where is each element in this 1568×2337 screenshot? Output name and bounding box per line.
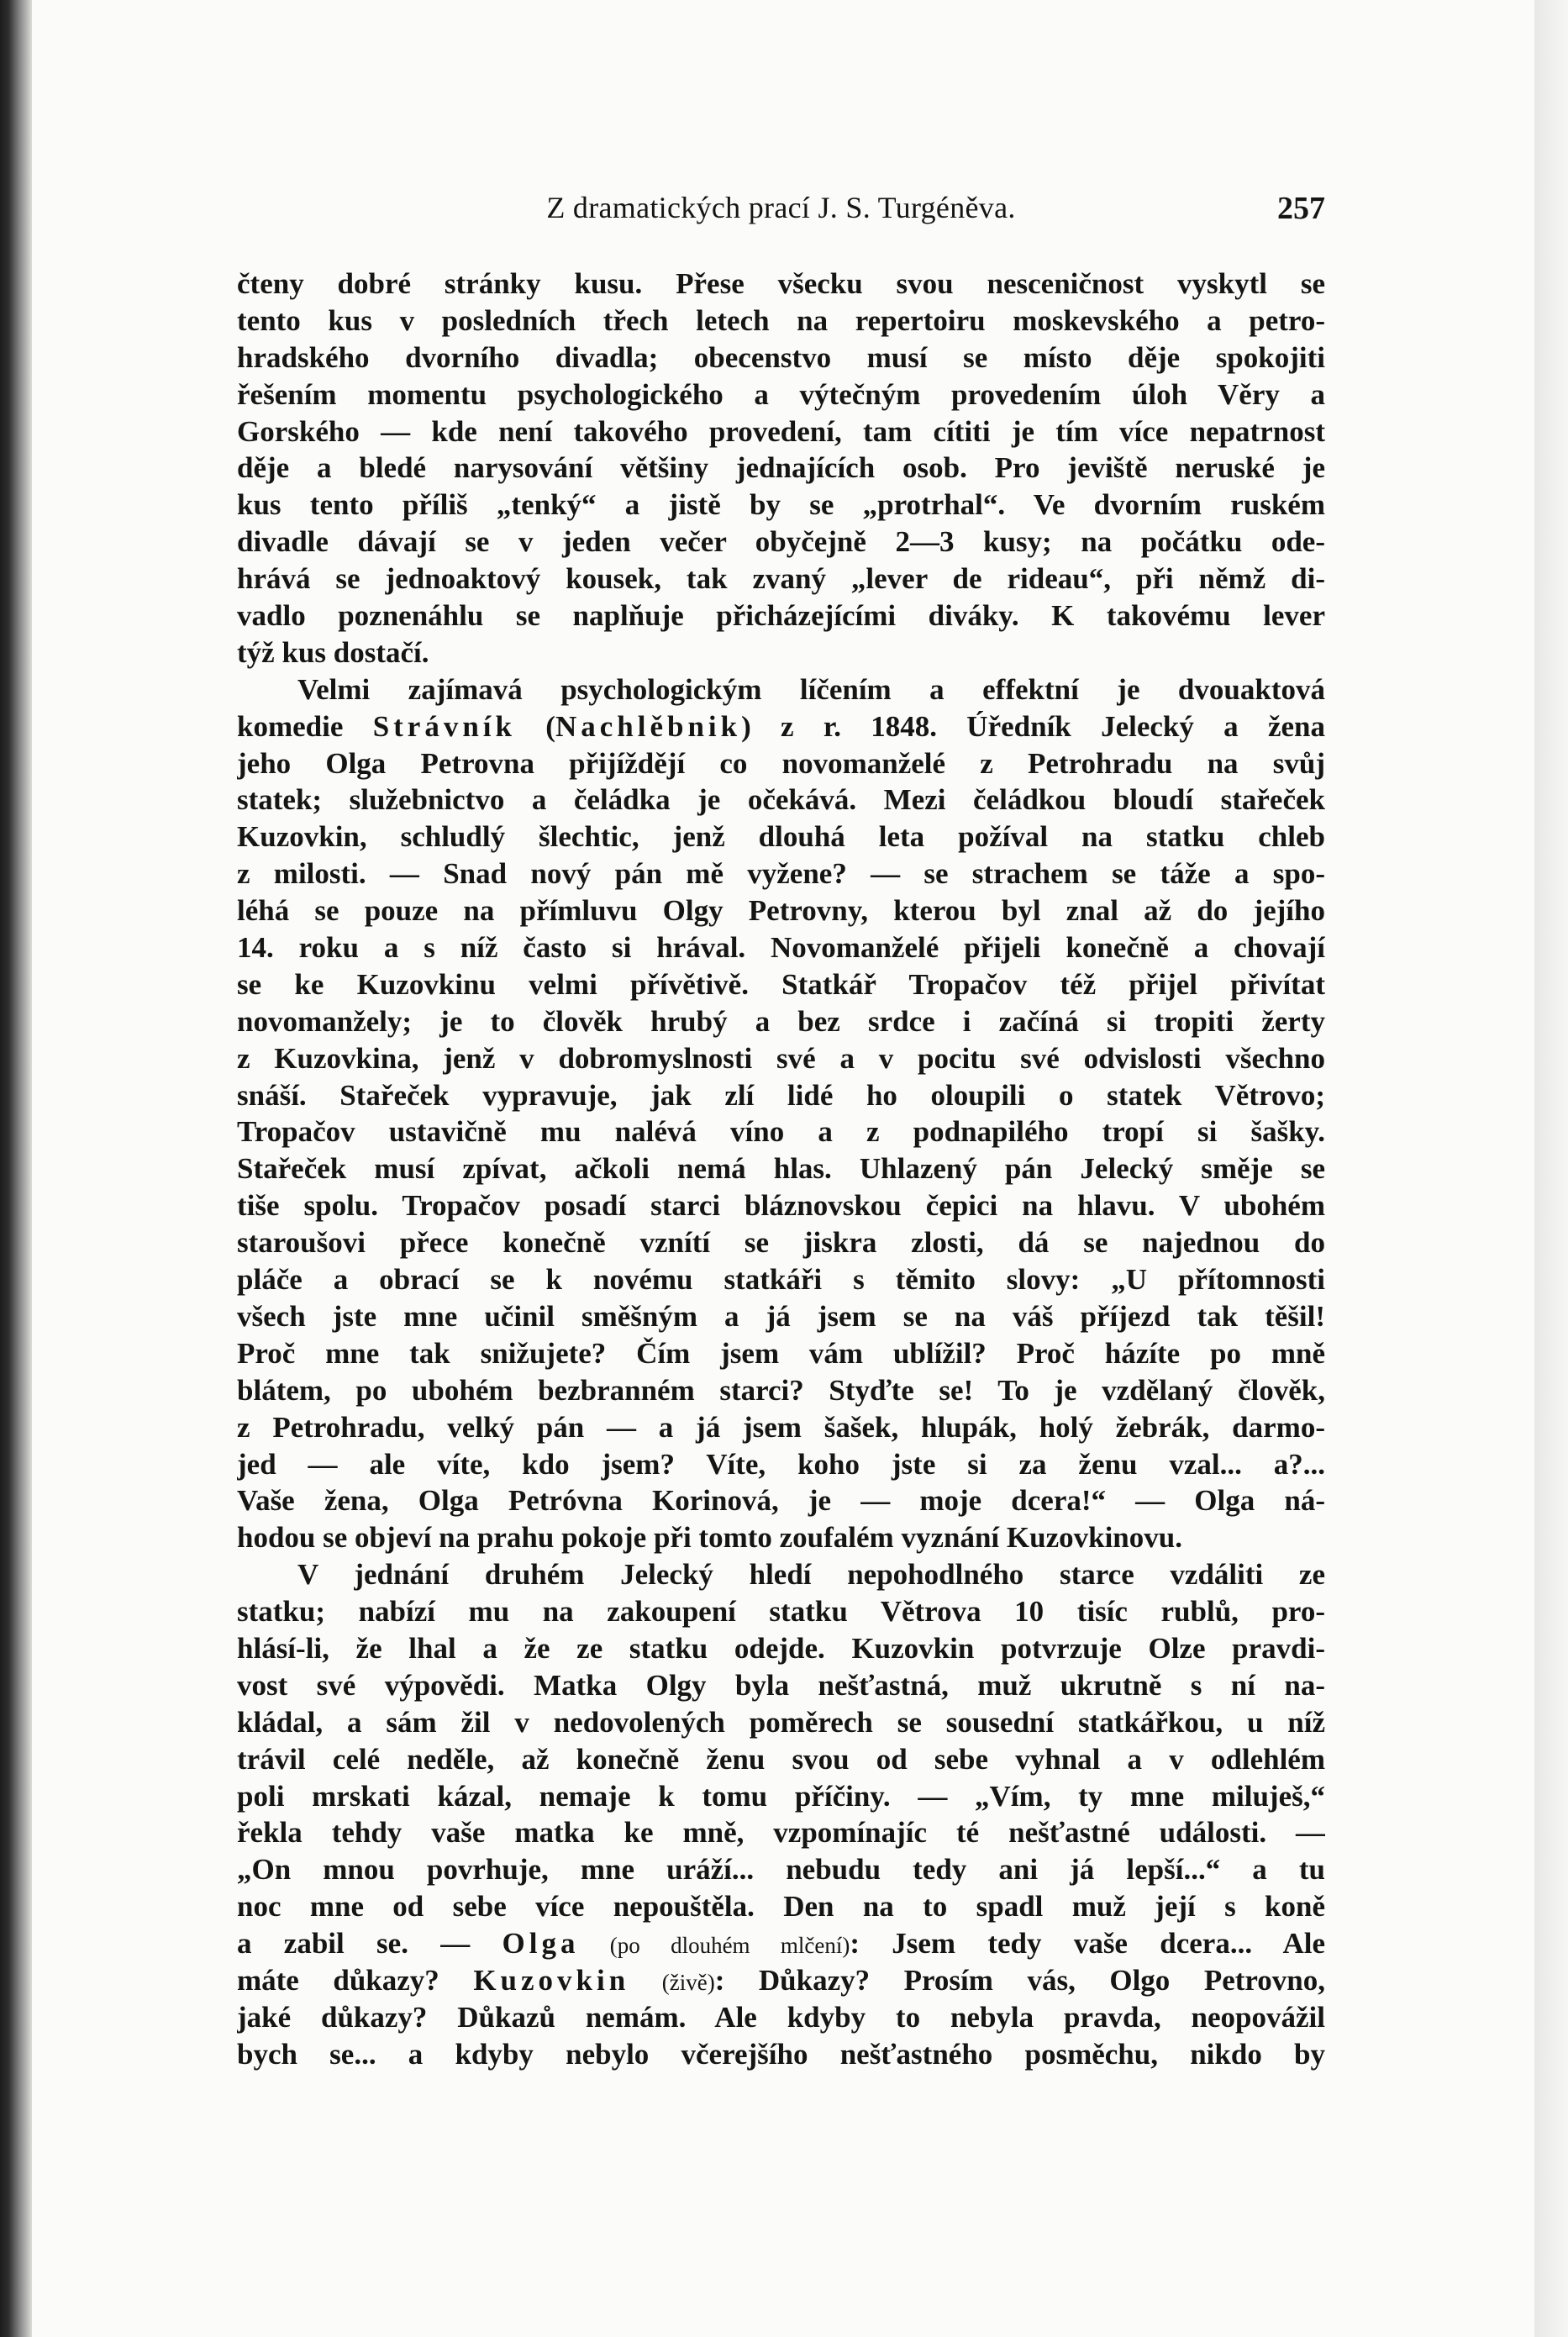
text-line: všech jste mne učinil směšným a já jsem se na váš příjezd tak těšil! <box>237 1299 1325 1333</box>
text-segment: máte důkazy? <box>237 1963 474 1997</box>
text-line: Kuzovkin, schludlý šlechtic, jenž dlouhá leta požíval na statku chleb <box>237 820 1325 854</box>
stage-direction: (po dlouhém mlčení) <box>579 1933 850 1959</box>
text-line: Proč mne tak snižujete? Čím jsem vám ublížil? Proč házíte po mně <box>237 1336 1325 1370</box>
text-line <box>237 1962 1325 1999</box>
text-line: jeho Olga Petrovna přijíždějí co novomanželé z Petrohradu na svůj <box>237 746 1325 780</box>
text-line: poli mrskati kázal, nemaje k tomu příčiny. — „Vím, ty mne miluješ,“ <box>237 1779 1325 1813</box>
text-line: statku; nabízí mu na zakoupení statku Větrova 10 tisíc rublů, pro- <box>237 1595 1325 1629</box>
text-line: jaké důkazy? Důkazů nemám. Ale kdyby to nebyla pravda, neopovážil <box>237 2000 1325 2034</box>
text-line: divadle dávají se v jeden večer obyčejně 2—3 kusy; na počátku ode- <box>237 525 1325 559</box>
text-line: Gorského — kde není takového provedení, tam cítiti je tím více nepatrnost <box>237 414 1325 448</box>
running-head <box>237 190 1325 234</box>
text-line: jed — ale víte, kdo jsem? Víte, koho jste si za ženu vzal... a?... <box>237 1447 1325 1481</box>
binding-shadow <box>0 0 32 2337</box>
text-line: z milosti. — Snad nový pán mě vyžene? — se strachem se táže a spo- <box>237 857 1325 891</box>
text-line: novomanžely; je to člověk hrubý a bez srdce i začíná si tropiti žerty <box>237 1004 1325 1038</box>
text-segment: : Jsem tedy vaše dcera... Ale <box>850 1927 1325 1961</box>
play-title-original: Nachlěbnik <box>555 709 742 743</box>
text-line: vadlo poznenáhlu se naplňuje přicházejícími diváky. K takovému lever <box>237 599 1325 633</box>
play-title: Strávník <box>372 709 516 743</box>
text-line: Velmi zajímavá psychologickým líčením a effektní je dvouaktová <box>297 672 1325 706</box>
body-text <box>237 266 1325 2073</box>
text-line: řekla tehdy vaše matka ke mně, vzpomínajíc té nešťastné události. — <box>237 1816 1325 1850</box>
text-line: „On mnou povrhuje, mne uráží... nebudu tedy ani já lepší...“ a tu <box>237 1853 1325 1887</box>
text-segment: ) z r. 1848. Úředník Jelecký a žena <box>741 709 1325 743</box>
text-segment: ( <box>516 709 555 743</box>
text-line: řešením momentu psychologického a výtečným provedením úloh Věry a <box>237 377 1325 411</box>
text-line: Stařeček musí zpívat, ačkoli nemá hlas. Uhlazený pán Jelecký směje se <box>237 1152 1325 1186</box>
text-line: Tropačov ustavičně mu nalévá víno a z podnapilého tropí si šašky. <box>237 1115 1325 1149</box>
text-line: kládal, a sám žil v nedovolených poměrech se sousední statkářkou, u níž <box>237 1705 1325 1739</box>
text-line: trávil celé neděle, až konečně ženu svou od sebe vyhnal a v odlehlém <box>237 1742 1325 1776</box>
text-line: V jednání druhém Jelecký hledí nepohodlného starce vzdáliti ze <box>297 1558 1325 1592</box>
text-segment: : Důkazy? Prosím vás, Olgo Petrovno, <box>714 1963 1325 1997</box>
speaker-name: Kuzovkin <box>473 1963 630 1997</box>
running-title: Z dramatických prací J. S. Turgéněva. <box>546 191 1016 224</box>
text-line: z Kuzovkina, jenž v dobromyslnosti své a v pocitu své odvislosti všechno <box>237 1041 1325 1075</box>
text-line: hodou se objeví na prahu pokoje při tomto zoufalém vyznání Kuzovkinovu. <box>237 1521 1182 1555</box>
text-line: hradského dvorního divadla; obecenstvo musí se místo děje spokojiti <box>237 340 1325 374</box>
text-line: čteny dobré stránky kusu. Přese všecku svou nesceničnost vyskytl se <box>237 267 1325 300</box>
text-line: se ke Kuzovkinu velmi přívětivě. Statkář Tropačov též přijel přivítat <box>237 967 1325 1001</box>
speaker-name: Olga <box>502 1927 580 1961</box>
text-line: bych se... a kdyby nebylo včerejšího nešťastného posměchu, nikdo by <box>237 2037 1325 2071</box>
text-line <box>237 708 1325 745</box>
text-line: týž kus dostačí. <box>237 635 429 669</box>
text-line: děje a bledé narysování většiny jednajících osob. Pro jeviště neruské je <box>237 451 1325 485</box>
text-line: vost své výpovědi. Matka Olgy byla nešťastná, muž ukrutně s ní na- <box>237 1668 1325 1702</box>
stage-direction: (živě) <box>629 1969 715 1995</box>
text-line: Vaše žena, Olga Petróvna Korinová, je — moje dcera!“ — Olga ná- <box>237 1484 1325 1518</box>
text-segment: a zabil se. — <box>237 1927 502 1961</box>
page-number: 257 <box>1277 191 1325 226</box>
text-line: staroušovi přece konečně vznítí se jiskra zlosti, dá se najednou do <box>237 1226 1325 1260</box>
text-segment: komedie <box>237 709 373 743</box>
text-line: pláče a obrací se k novému statkáři s těmito slovy: „U přítomnosti <box>237 1263 1325 1297</box>
text-line: noc mne od sebe více nepouštěla. Den na to spadl muž její s koně <box>237 1890 1325 1924</box>
text-line: kus tento příliš „tenký“ a jistě by se „protrhal“. Ve dvorním ruském <box>237 488 1325 522</box>
text-line: hrává se jednoaktový kousek, tak zvaný „lever de rideau“, při němž di- <box>237 562 1325 596</box>
text-line: tiše spolu. Tropačov posadí starci bláznovskou čepici na hlavu. V ubohém <box>237 1189 1325 1223</box>
text-line: statek; služebnictvo a čeládka je očekává. Mezi čeládkou bloudí stařeček <box>237 783 1325 817</box>
text-line: léhá se pouze na přímluvu Olgy Petrovny, kterou byl znal až do jejího <box>237 894 1325 928</box>
text-line: z Petrohradu, velký pán — a já jsem šašek, hlupák, holý žebrák, darmo- <box>237 1410 1325 1444</box>
text-line <box>237 1925 1325 1962</box>
text-line: snáší. Stařeček vypravuje, jak zlí lidé ho oloupili o statek Větrovo; <box>237 1078 1325 1112</box>
text-line: hlásí-li, že lhal a že ze statku odejde. Kuzovkin potvrzuje Olze pravdi- <box>237 1631 1325 1665</box>
text-line: tento kus v posledních třech letech na repertoiru moskevského a petro- <box>237 303 1325 337</box>
text-line: 14. roku a s níž často si hrával. Novomanželé přijeli konečně a chovají <box>237 931 1325 965</box>
text-line: blátem, po ubohém bezbranném starci? Styďte se! To je vzdělaný člověk, <box>237 1373 1325 1407</box>
page-edge <box>1534 0 1568 2337</box>
